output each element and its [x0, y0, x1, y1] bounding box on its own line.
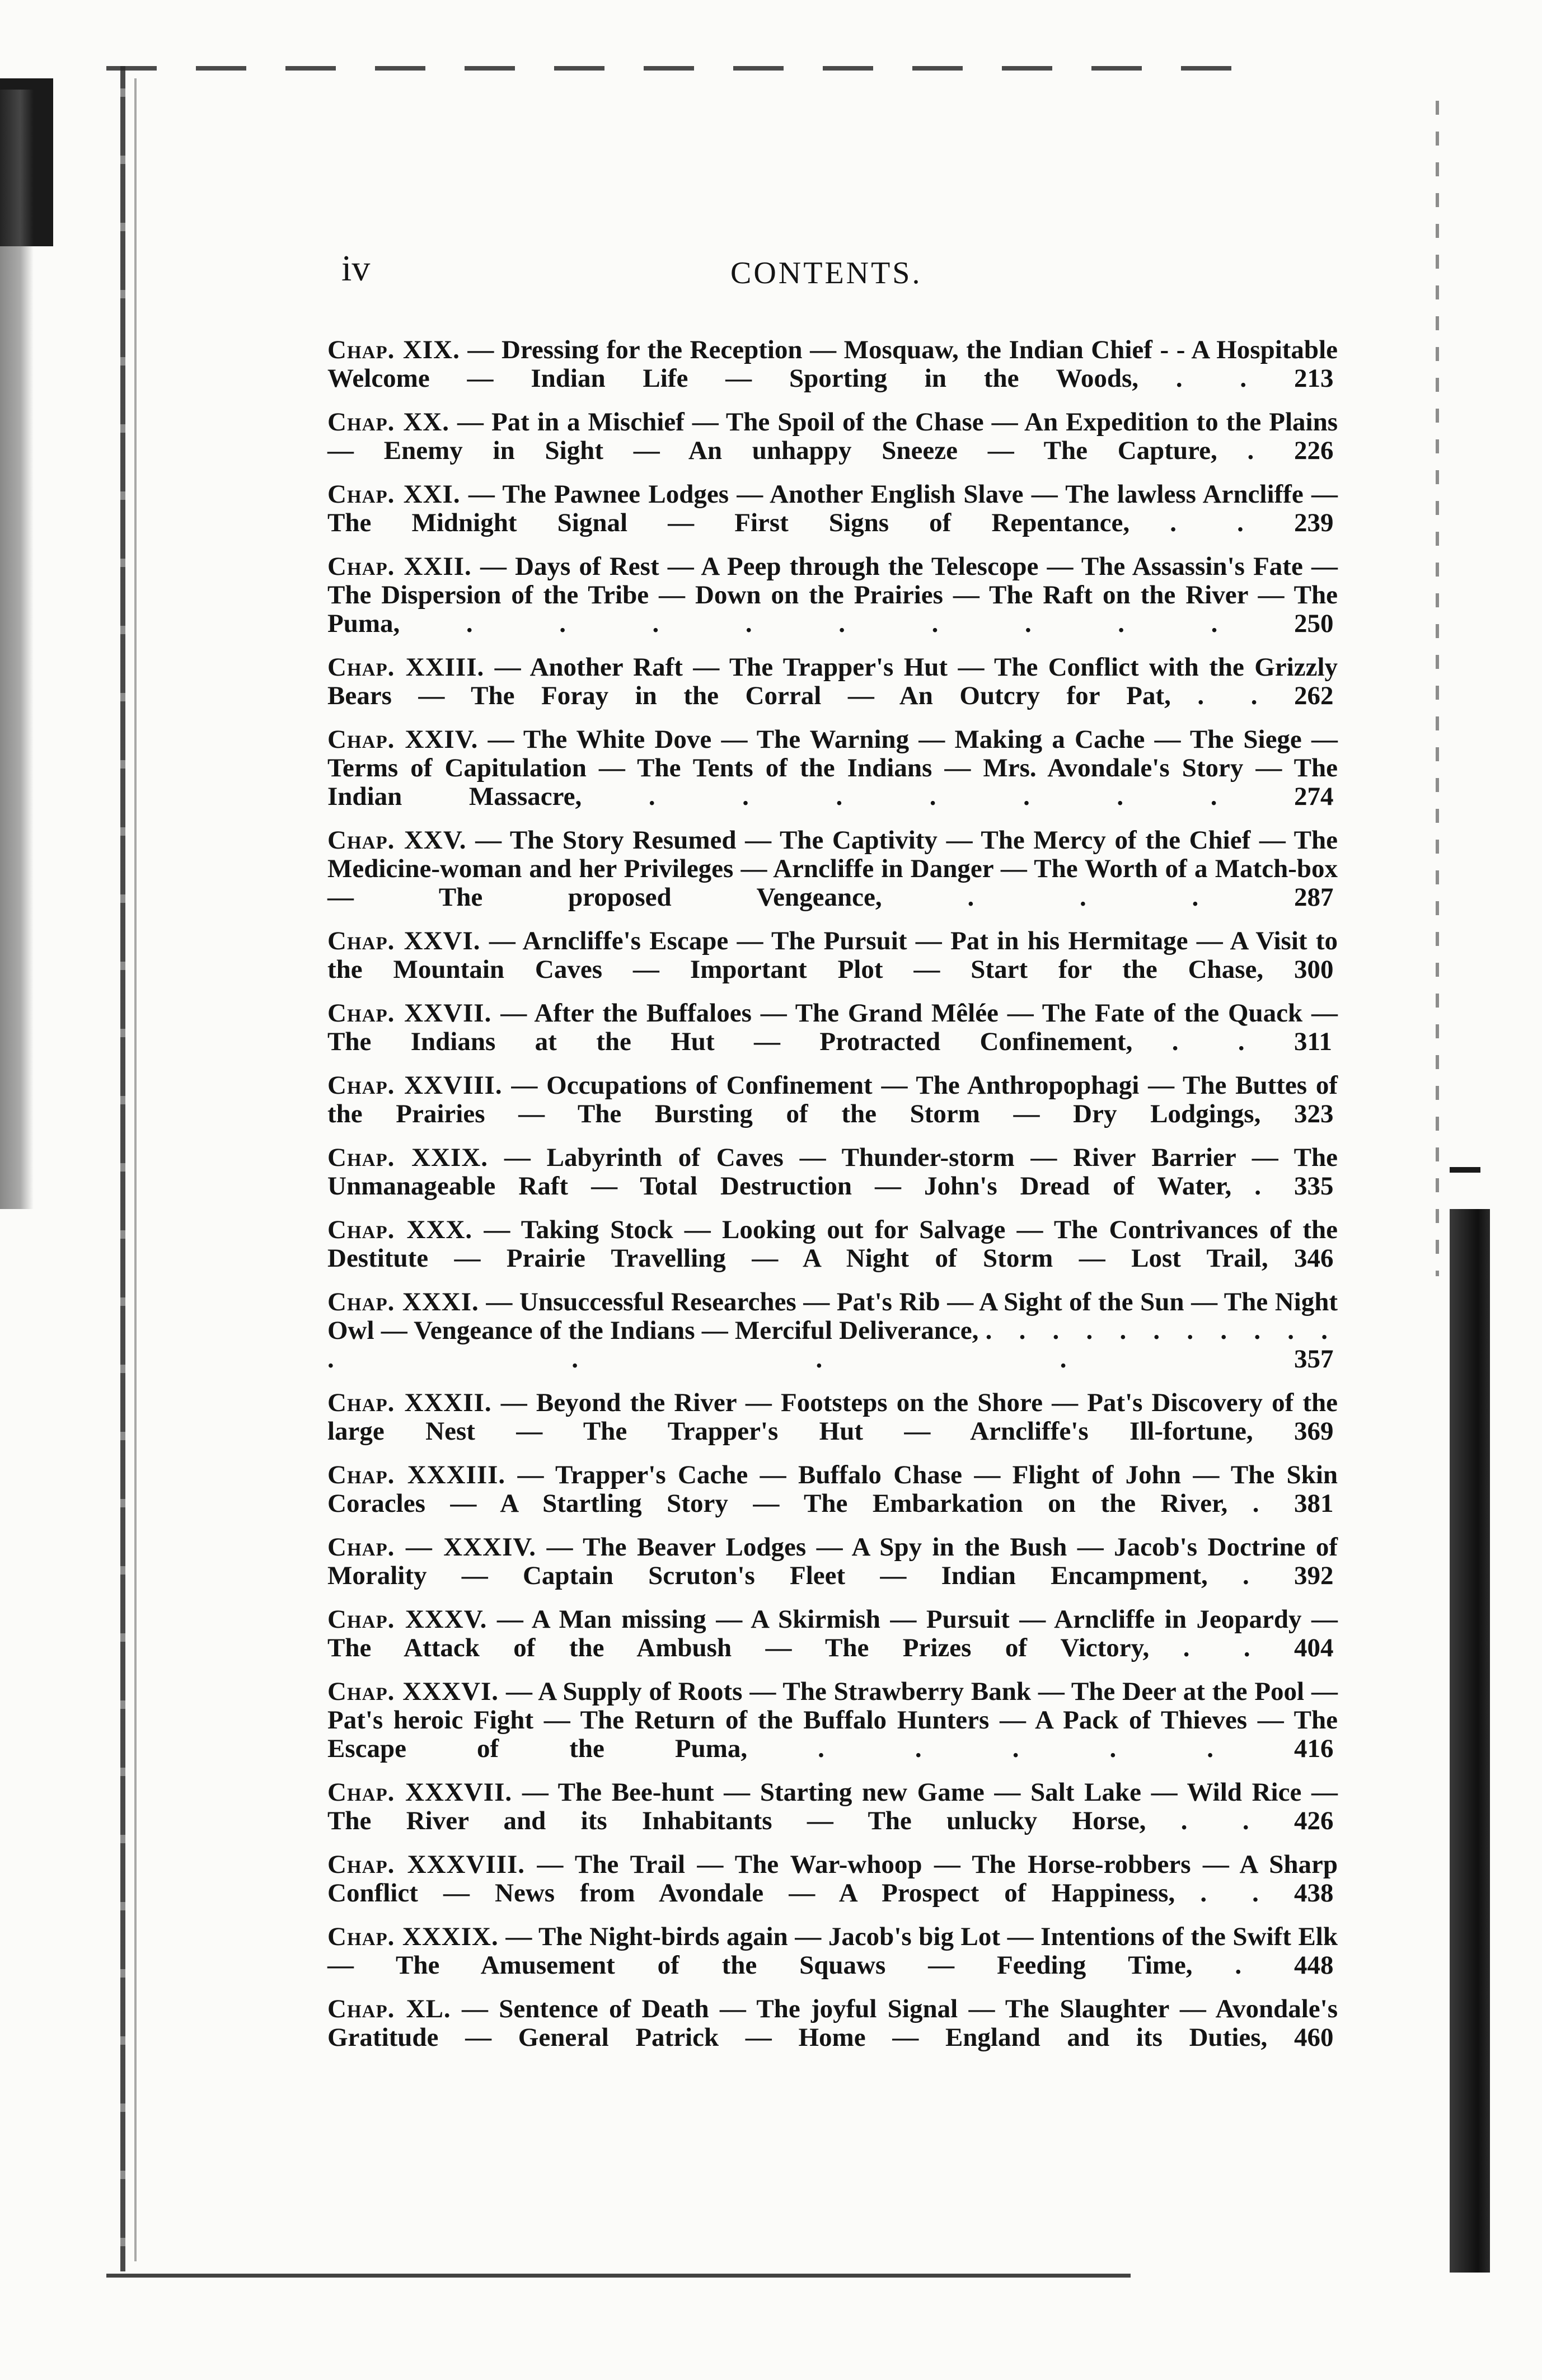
dot-leader: . . . . . — [818, 1734, 1224, 1763]
toc-entry — [327, 1605, 1338, 1662]
dot-leader: . — [1254, 1172, 1271, 1201]
chapter-number: Chap. XXXVI. — [327, 1677, 499, 1706]
chapter-number: Chap. XX. — [327, 407, 449, 437]
chapter-synopsis: — Taking Stock — Looking out for Salvage — The Contrivances of the Destitute — Prairie Travelling — A Night of Storm — Lost Trail, — [327, 1215, 1338, 1273]
toc-entry — [327, 480, 1338, 537]
spine-gradient — [0, 90, 34, 1209]
chapter-number: Chap. XXXII. — [327, 1388, 492, 1417]
right-edge-mark — [1450, 1167, 1480, 1173]
toc-entry — [327, 653, 1338, 710]
page-edge-left — [120, 66, 125, 2271]
page-reference: 335 — [1294, 1172, 1334, 1201]
page-reference: 438 — [1294, 1878, 1334, 1908]
right-edge-shadow — [1450, 1209, 1490, 2273]
page-reference: 357 — [1294, 1344, 1334, 1374]
chapter-synopsis: — The Pawnee Lodges — Another English Slave — The lawless Arncliffe — The Midnight Signal — First Signs of Repentance, — [327, 480, 1338, 537]
page-reference: 426 — [1294, 1806, 1334, 1835]
chapter-synopsis: — Labyrinth of Caves — Thunder-storm — River Barrier — The Unmanageable Raft — Total Destruction — John's Dread of Water, — [327, 1143, 1338, 1201]
chapter-synopsis: — The White Dove — The Warning — Making a Cache — The Siege — Terms of Capitulation — The Tents of the Indians — Mrs. Avondale's Story — The Indian Massacre, — [327, 725, 1338, 811]
page-reference: 346 — [1294, 1244, 1334, 1273]
chapter-number: Chap. XXXV. — [327, 1605, 488, 1634]
chapter-number: Chap. XXIV. — [327, 725, 479, 754]
page-reference: 323 — [1294, 1099, 1334, 1128]
toc-entry — [327, 336, 1338, 393]
dot-leader: . — [1235, 1951, 1252, 1980]
page-reference: 239 — [1294, 508, 1334, 537]
chapter-synopsis: — Trapper's Cache — Buffalo Chase — Flight of John — The Skin Coracles — A Startling Story — The Embarkation on the River, — [327, 1460, 1338, 1518]
chapter-number: Chap. XXIII. — [327, 653, 485, 682]
toc-entry — [327, 552, 1338, 638]
chapter-number: Chap. XL. — [327, 1994, 451, 2023]
toc-entry — [327, 1778, 1338, 1835]
running-title: CONTENTS. — [730, 256, 922, 291]
chapter-synopsis: — A Supply of Roots — The Strawberry Bank — The Deer at the Pool — Pat's heroic Fight — The Return of the Buffalo Hunters — A Pack of Thieves — The Escape of the Puma, — [327, 1677, 1338, 1763]
chapter-synopsis: — A Man missing — A Skirmish — Pursuit — Arncliffe in Jeopardy — The Attack of the Ambush — The Prizes of Victory, — [327, 1605, 1338, 1662]
chapter-synopsis: — Another Raft — The Trapper's Hut — The Conflict with the Grizzly Bears — The Foray in the Corral — An Outcry for Pat, — [327, 653, 1338, 710]
page-reference: 262 — [1294, 681, 1334, 710]
toc-entry — [327, 1923, 1338, 1980]
chapter-synopsis: — Arncliffe's Escape — The Pursuit — Pat in his Hermitage — A Visit to the Mountain Caves — Important Plot — Start for the Chase, — [327, 926, 1338, 984]
page-reference: 416 — [1294, 1734, 1334, 1763]
chapter-synopsis: — After the Buffaloes — The Grand Mêlée — The Fate of the Quack — The Indians at the Hut — Protracted Confinement, — [327, 999, 1338, 1056]
chapter-synopsis: — Sentence of Death — The joyful Signal — The Slaughter — Avondale's Gratitude — General Patrick — Home — England and its Duties, — [327, 1994, 1338, 2052]
dot-leader: . . — [1197, 681, 1268, 710]
dot-leader: . — [1247, 436, 1264, 465]
toc-entry — [327, 1850, 1338, 1908]
page-number: iv — [341, 248, 371, 289]
dot-leader: . . . — [967, 883, 1209, 912]
page-reference: 274 — [1294, 782, 1334, 811]
page-edge-top — [106, 66, 1259, 71]
page-edge-right — [1436, 101, 1439, 1276]
page-edge-left-inner — [134, 78, 137, 2261]
dot-leader: . . — [1200, 1878, 1269, 1908]
chapter-synopsis: — The Story Resumed — The Captivity — The Mercy of the Chief — The Medicine-woman and her Privileges — Arncliffe in Danger — The Worth of a Match-box — The proposed Vengeance, — [327, 826, 1338, 912]
dot-leader: . . . . . . . — [648, 782, 1227, 811]
toc-entry — [327, 1461, 1338, 1518]
page-reference: 311 — [1294, 1027, 1332, 1056]
toc-entry — [327, 999, 1338, 1056]
chapter-synopsis: — Pat in a Mischief — The Spoil of the Chase — An Expedition to the Plains — Enemy in Sight — An unhappy Sneeze — The Capture, — [327, 407, 1338, 465]
chapter-number: Chap. XIX. — [327, 335, 460, 364]
dot-leader: . . . . . . . . . . . . . . . — [327, 1316, 1338, 1374]
chapter-number: Chap. — XXXIV. — [327, 1533, 537, 1562]
chapter-number: Chap. XXXVIII. — [327, 1850, 526, 1879]
toc-entry — [327, 1288, 1338, 1374]
chapter-number: Chap. XXVIII. — [327, 1071, 503, 1100]
toc-entry — [327, 927, 1338, 984]
chapter-number: Chap. XXXVII. — [327, 1778, 513, 1807]
dot-leader: . . — [1170, 508, 1254, 537]
page-edge-bottom — [106, 2274, 1131, 2278]
contents-list — [327, 336, 1338, 2067]
chapter-number: Chap. XXXIX. — [327, 1922, 499, 1951]
dot-leader: . — [1252, 1489, 1269, 1518]
chapter-number: Chap. XXVI. — [327, 926, 481, 955]
toc-entry — [327, 1144, 1338, 1201]
dot-leader: . . — [1175, 364, 1257, 393]
page-reference: 392 — [1294, 1561, 1334, 1590]
dot-leader: . . — [1171, 1027, 1255, 1056]
chapter-number: Chap. XXXIII. — [327, 1460, 506, 1489]
chapter-synopsis: — Beyond the River — Footsteps on the Shore — Pat's Discovery of the large Nest — The Trapper's Hut — Arncliffe's Ill-fortune, — [327, 1388, 1338, 1446]
dot-leader: . . . . . . . . . — [466, 609, 1228, 638]
toc-entry — [327, 408, 1338, 465]
chapter-synopsis: — The Night-birds again — Jacob's big Lot — Intentions of the Swift Elk — The Amusement of the Squaws — Feeding Time, — [327, 1922, 1338, 1980]
page-reference: 226 — [1294, 436, 1334, 465]
chapter-number: Chap. XXIX. — [327, 1143, 489, 1172]
toc-entry — [327, 1071, 1338, 1128]
toc-entry — [327, 725, 1338, 811]
page-reference: 404 — [1294, 1633, 1334, 1662]
chapter-synopsis: — The Bee-hunt — Starting new Game — Salt Lake — Wild Rice — The River and its Inhabitants — The unlucky Horse, — [327, 1778, 1338, 1835]
dot-leader: . . — [1180, 1806, 1259, 1835]
page-reference: 287 — [1294, 883, 1334, 912]
chapter-number: Chap. XXII. — [327, 552, 472, 581]
toc-entry — [327, 1389, 1338, 1446]
chapter-synopsis: — The Trail — The War-whoop — The Horse-robbers — A Sharp Conflict — News from Avondale — A Prospect of Happiness, — [327, 1850, 1338, 1908]
chapter-number: Chap. XXX. — [327, 1215, 473, 1244]
page-reference: 300 — [1294, 955, 1334, 984]
toc-entry — [327, 826, 1338, 912]
page-reference: 381 — [1294, 1489, 1334, 1518]
toc-entry — [327, 1995, 1338, 2052]
page-reference: 250 — [1294, 609, 1334, 638]
page-reference: 460 — [1294, 2023, 1334, 2052]
chapter-synopsis: — Occupations of Confinement — The Anthropophagi — The Buttes of the Prairies — The Bursting of the Storm — Dry Lodgings, — [327, 1071, 1338, 1128]
toc-entry — [327, 1216, 1338, 1273]
page-reference: 369 — [1294, 1417, 1334, 1446]
chapter-number: Chap. XXVII. — [327, 999, 492, 1028]
chapter-synopsis: — Dressing for the Reception — Mosquaw, the Indian Chief - - A Hospitable Welcome — Indian Life — Sporting in the Woods, — [327, 335, 1338, 393]
chapter-synopsis: — Days of Rest — A Peep through the Telescope — The Assassin's Fate — The Dispersion of the Tribe — Down on the Prairies — The Raft on the River — The Puma, — [327, 552, 1338, 638]
chapter-number: Chap. XXXI. — [327, 1287, 479, 1317]
chapter-number: Chap. XXI. — [327, 480, 461, 509]
dot-leader: . — [1243, 1561, 1259, 1590]
chapter-synopsis: — The Beaver Lodges — A Spy in the Bush — Jacob's Doctrine of Morality — Captain Scruton's Fleet — Indian Encampment, — [327, 1533, 1338, 1590]
chapter-number: Chap. XXV. — [327, 826, 467, 855]
page-reference: 213 — [1294, 364, 1334, 393]
toc-entry — [327, 1678, 1338, 1763]
page-reference: 448 — [1294, 1951, 1334, 1980]
chapter-synopsis: — Unsuccessful Researches — Pat's Rib — A Sight of the Sun — The Night Owl — Vengeance of the Indians — Merciful Deliverance, — [327, 1287, 1338, 1345]
dot-leader: . . — [1183, 1633, 1260, 1662]
toc-entry — [327, 1533, 1338, 1590]
